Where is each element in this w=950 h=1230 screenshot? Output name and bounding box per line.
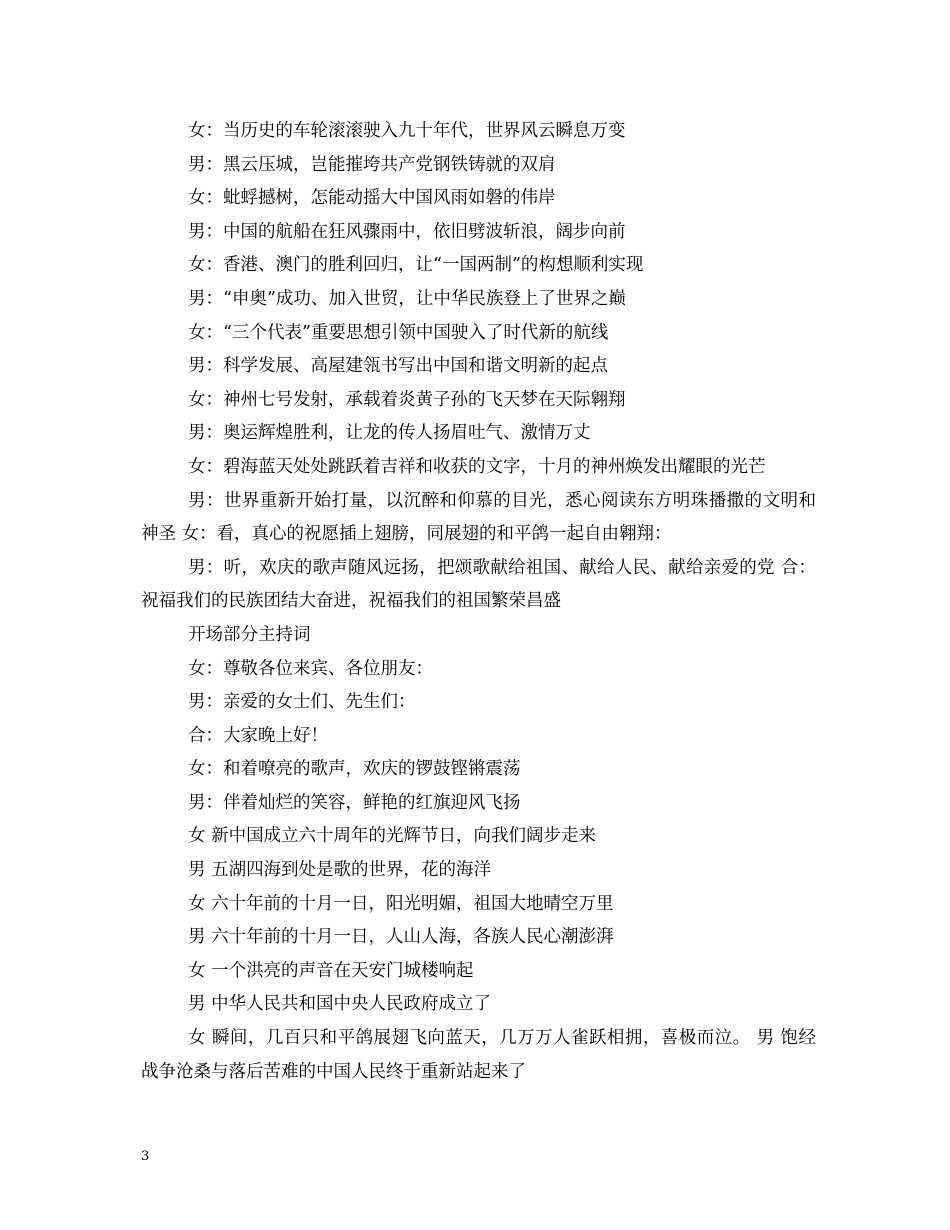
- paragraph-8: 男：科学发展、高屋建瓴书写出中国和谐文明新的起点: [188, 356, 608, 377]
- page-number: 3: [141, 1149, 150, 1164]
- paragraph-9: 女：神州七号发射，承载着炎黄子孙的飞天梦在天际翱翔: [188, 389, 626, 410]
- paragraph-18: 女：和着嘹亮的歌声，欢庆的锣鼓铿锵震荡: [188, 759, 521, 780]
- paragraph-15: 女：尊敬各位来宾、各位朋友：: [188, 658, 433, 679]
- paragraph-10: 男：奥运辉煌胜利，让龙的传人扬眉吐气、激情万丈: [188, 423, 591, 444]
- paragraph-11: 女：碧海蓝天处处跳跃着吉祥和收获的文字，十月的神州焕发出耀眼的光芒: [188, 456, 766, 477]
- paragraph-24: 女 一个洪亮的声音在天安门城楼响起: [188, 960, 474, 981]
- paragraph-22: 女 六十年前的十月一日，阳光明媚，祖国大地晴空万里: [188, 893, 614, 914]
- paragraph-16: 男：亲爱的女士们、先生们：: [188, 692, 416, 713]
- paragraph-12: 男：世界重新开始打量，以沉醉和仰慕的目光，悉心阅读东方明珠播撒的文明和神圣 女：看，真心的祝愿插上翅膀，同展翅的和平鸽一起自由翱翔：: [141, 490, 816, 545]
- paragraph-23: 男 六十年前的十月一日，人山人海，各族人民心潮澎湃: [188, 927, 614, 948]
- paragraph-17: 合：大家晚上好！: [188, 725, 328, 746]
- paragraph-25: 男 中华人民共和国中央人民政府成立了: [188, 994, 492, 1015]
- paragraph-14: 开场部分主持词: [188, 624, 311, 645]
- paragraph-20: 女 新中国成立六十周年的光辉节日，向我们阔步走来: [188, 826, 597, 847]
- paragraph-2: 男：黑云压城，岂能摧垮共产党钢铁铸就的双肩: [188, 154, 556, 175]
- paragraph-5: 女：香港、澳门的胜利回归，让“一国两制”的构想顺利实现: [188, 255, 644, 276]
- paragraph-7: 女：“三个代表”重要思想引领中国驶入了时代新的航线: [188, 322, 609, 343]
- paragraph-6: 男：“申奥”成功、加入世贸，让中华民族登上了世界之巅: [188, 288, 626, 309]
- paragraph-26: 女 瞬间，几百只和平鸽展翅飞向蓝天，几万万人雀跃相拥，喜极而泣。 男 饱经战争沧桑与落后苦难的中国人民终于重新站起来了: [141, 1028, 816, 1082]
- document-body: [141, 115, 816, 1089]
- paragraph-13: 男：听，欢庆的歌声随风远扬，把颂歌献给祖国、献给人民、献给亲爱的党 合：祝福我们的民族团结大奋进，祝福我们的祖国繁荣昌盛: [141, 557, 816, 612]
- paragraph-21: 男 五湖四海到处是歌的世界，花的海洋: [188, 860, 492, 881]
- paragraph-4: 男：中国的航船在狂风骤雨中，依旧劈波斩浪，阔步向前: [188, 221, 626, 242]
- paragraph-19: 男：伴着灿烂的笑容，鲜艳的红旗迎风飞扬: [188, 792, 521, 813]
- paragraph-3: 女：蚍蜉撼树，怎能动摇大中国风雨如磐的伟岸: [188, 188, 556, 209]
- paragraph-1: 女：当历史的车轮滚滚驶入九十年代，世界风云瞬息万变: [188, 121, 626, 141]
